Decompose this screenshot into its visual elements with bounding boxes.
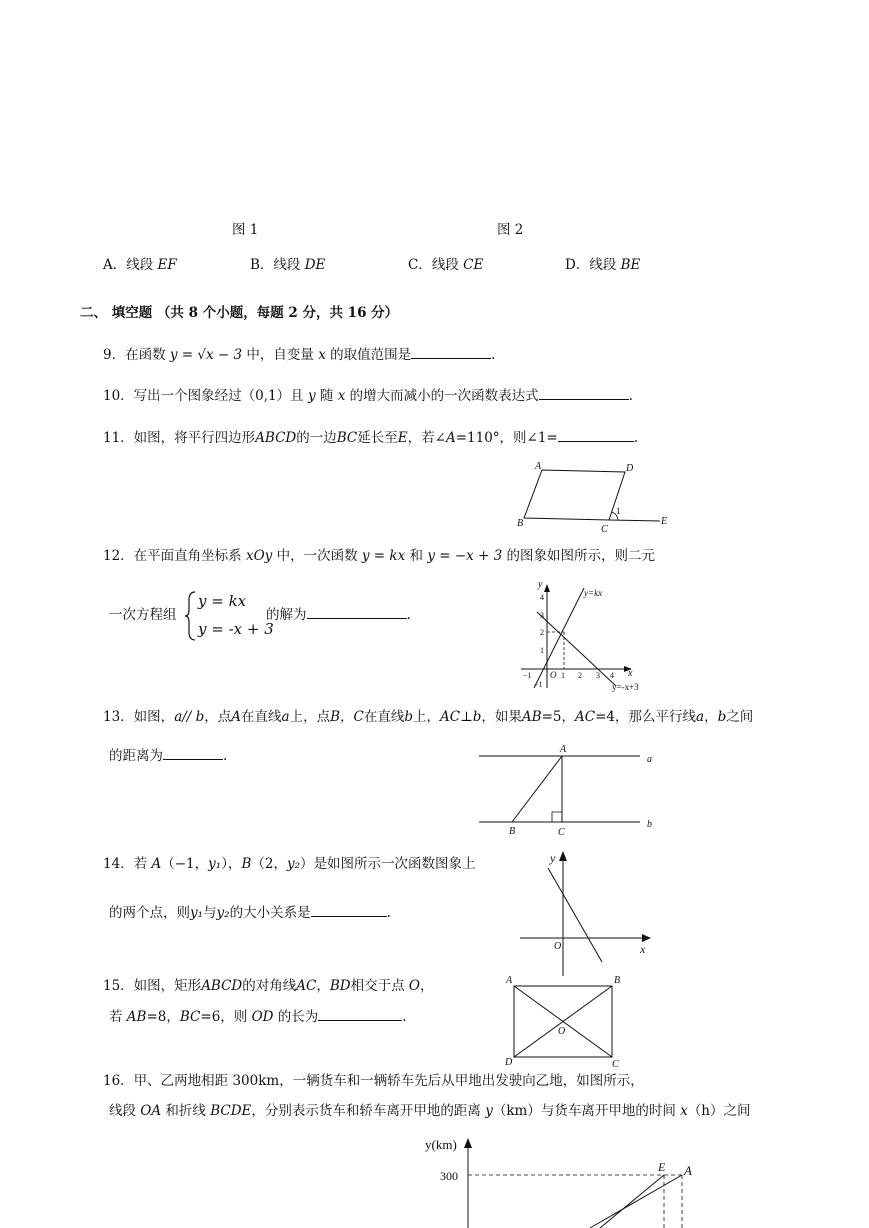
label-a: A (684, 1163, 692, 1178)
label-e: E (658, 1160, 666, 1174)
question-14-line2: 的两个点，则y₁与y₂的大小关系是 . (109, 905, 391, 921)
linear-function-graph-q14 (518, 846, 658, 978)
x-tick: −1 (523, 671, 532, 680)
label-a: A (535, 461, 542, 472)
y-tick: 3 (540, 611, 544, 620)
label-a-point: A (560, 744, 567, 755)
label-b: B (614, 975, 621, 986)
distance-time-graph (420, 1130, 710, 1228)
question-11: 11．如图，将平行四边形ABCD的一边BC延长至E，若∠A=110°，则∠1= . (103, 430, 639, 446)
question-15-line1: 15．如图，矩形ABCD的对角线AC，BD相交于点 O， (103, 978, 434, 994)
x-tick: 4 (610, 671, 614, 680)
question-12-line2-post: 的解为 . (266, 607, 411, 623)
label-a: A (506, 975, 513, 986)
question-14-line1: 14．若 A（−1，y₁），B（2，y₂）是如图所示一次函数图象上 (103, 856, 476, 872)
parallelogram-figure (510, 458, 680, 536)
line-ykx-label: y=kx (584, 588, 603, 598)
line-b-label: b (647, 819, 652, 830)
y-tick: 4 (540, 593, 544, 602)
angle-1-label: 1 (616, 506, 621, 516)
label-b-point: B (509, 826, 516, 837)
label-b: B (517, 518, 524, 529)
label-o: O (558, 1026, 566, 1037)
figure-1-caption: 图 1 (232, 222, 259, 238)
system-equation-2: y = -x + 3 (198, 620, 274, 638)
x-tick: 1 (561, 671, 565, 680)
figure-2-caption: 图 2 (497, 222, 524, 238)
system-brace (185, 590, 197, 642)
x-tick: 2 (578, 671, 582, 680)
question-9: 9．在函数 y = √x − 3 中，自变量 x 的取值范围是 . (103, 347, 496, 363)
q8-option-a: A．线段 EF (103, 257, 177, 273)
y-axis-label: y(km) (425, 1137, 457, 1152)
section-2-title: 二、 填空题 （共 8 个小题，每题 2 分，共 16 分） (80, 305, 399, 321)
q8-option-d: D．线段 BE (565, 257, 641, 273)
question-16-line1: 16．甲、乙两地相距 300km，一辆货车和一辆轿车先后从甲地出发驶向乙地，如图所示， (103, 1073, 644, 1089)
parallel-lines-figure (476, 740, 661, 838)
question-10: 10．写出一个图象经过（0,1）且 y 随 x 的增大而减小的一次函数表达式 . (103, 388, 633, 404)
rectangle-figure (502, 972, 632, 1070)
q8-option-c: C．线段 CE (408, 257, 484, 273)
question-13-line1: 13．如图，a// b，点A在直线a上，点B，C在直线b上，AC⊥b，如果AB=5，AC=4，那么平行线a，b之间 (103, 709, 754, 725)
origin-label: O (550, 670, 557, 680)
system-equation-1: y = kx (198, 592, 247, 610)
x-axis-label: x (640, 942, 646, 956)
question-12-line2-pre: 一次方程组 (109, 607, 177, 623)
label-e: E (661, 516, 668, 527)
x-axis-label: x (628, 668, 633, 679)
question-15-line2: 若 AB=8，BC=6，则 OD 的长为 . (109, 1009, 407, 1025)
y-tick: −1 (534, 680, 543, 689)
label-c: C (601, 524, 608, 535)
q8-option-b: B．线段 DE (250, 257, 326, 273)
question-13-line2: 的距离为 . (109, 748, 228, 764)
question-12-line1: 12．在平面直角坐标系 xOy 中，一次函数 y = kx 和 y = −x + 3 的图象如图所示，则二元 (103, 548, 656, 564)
y-tick-300: 300 (440, 1169, 458, 1183)
line-a-label: a (647, 754, 652, 765)
y-tick: 1 (540, 646, 544, 655)
label-c-point: C (558, 827, 565, 838)
x-tick: 3 (596, 671, 600, 680)
coordinate-graph-q12 (516, 576, 656, 694)
label-d: D (505, 1057, 513, 1068)
label-d: D (626, 463, 634, 474)
y-axis-label: y (550, 851, 556, 865)
y-tick: 2 (540, 628, 544, 637)
y-axis-label: y (538, 579, 543, 590)
line-yx3-label: y=-x+3 (612, 682, 639, 692)
origin-label: O (554, 941, 562, 952)
label-c: C (612, 1059, 619, 1070)
question-16-line2: 线段 OA 和折线 BCDE，分别表示货车和轿车离开甲地的距离 y（km）与货车离开甲地的时间 x（h）之间 (109, 1103, 751, 1119)
